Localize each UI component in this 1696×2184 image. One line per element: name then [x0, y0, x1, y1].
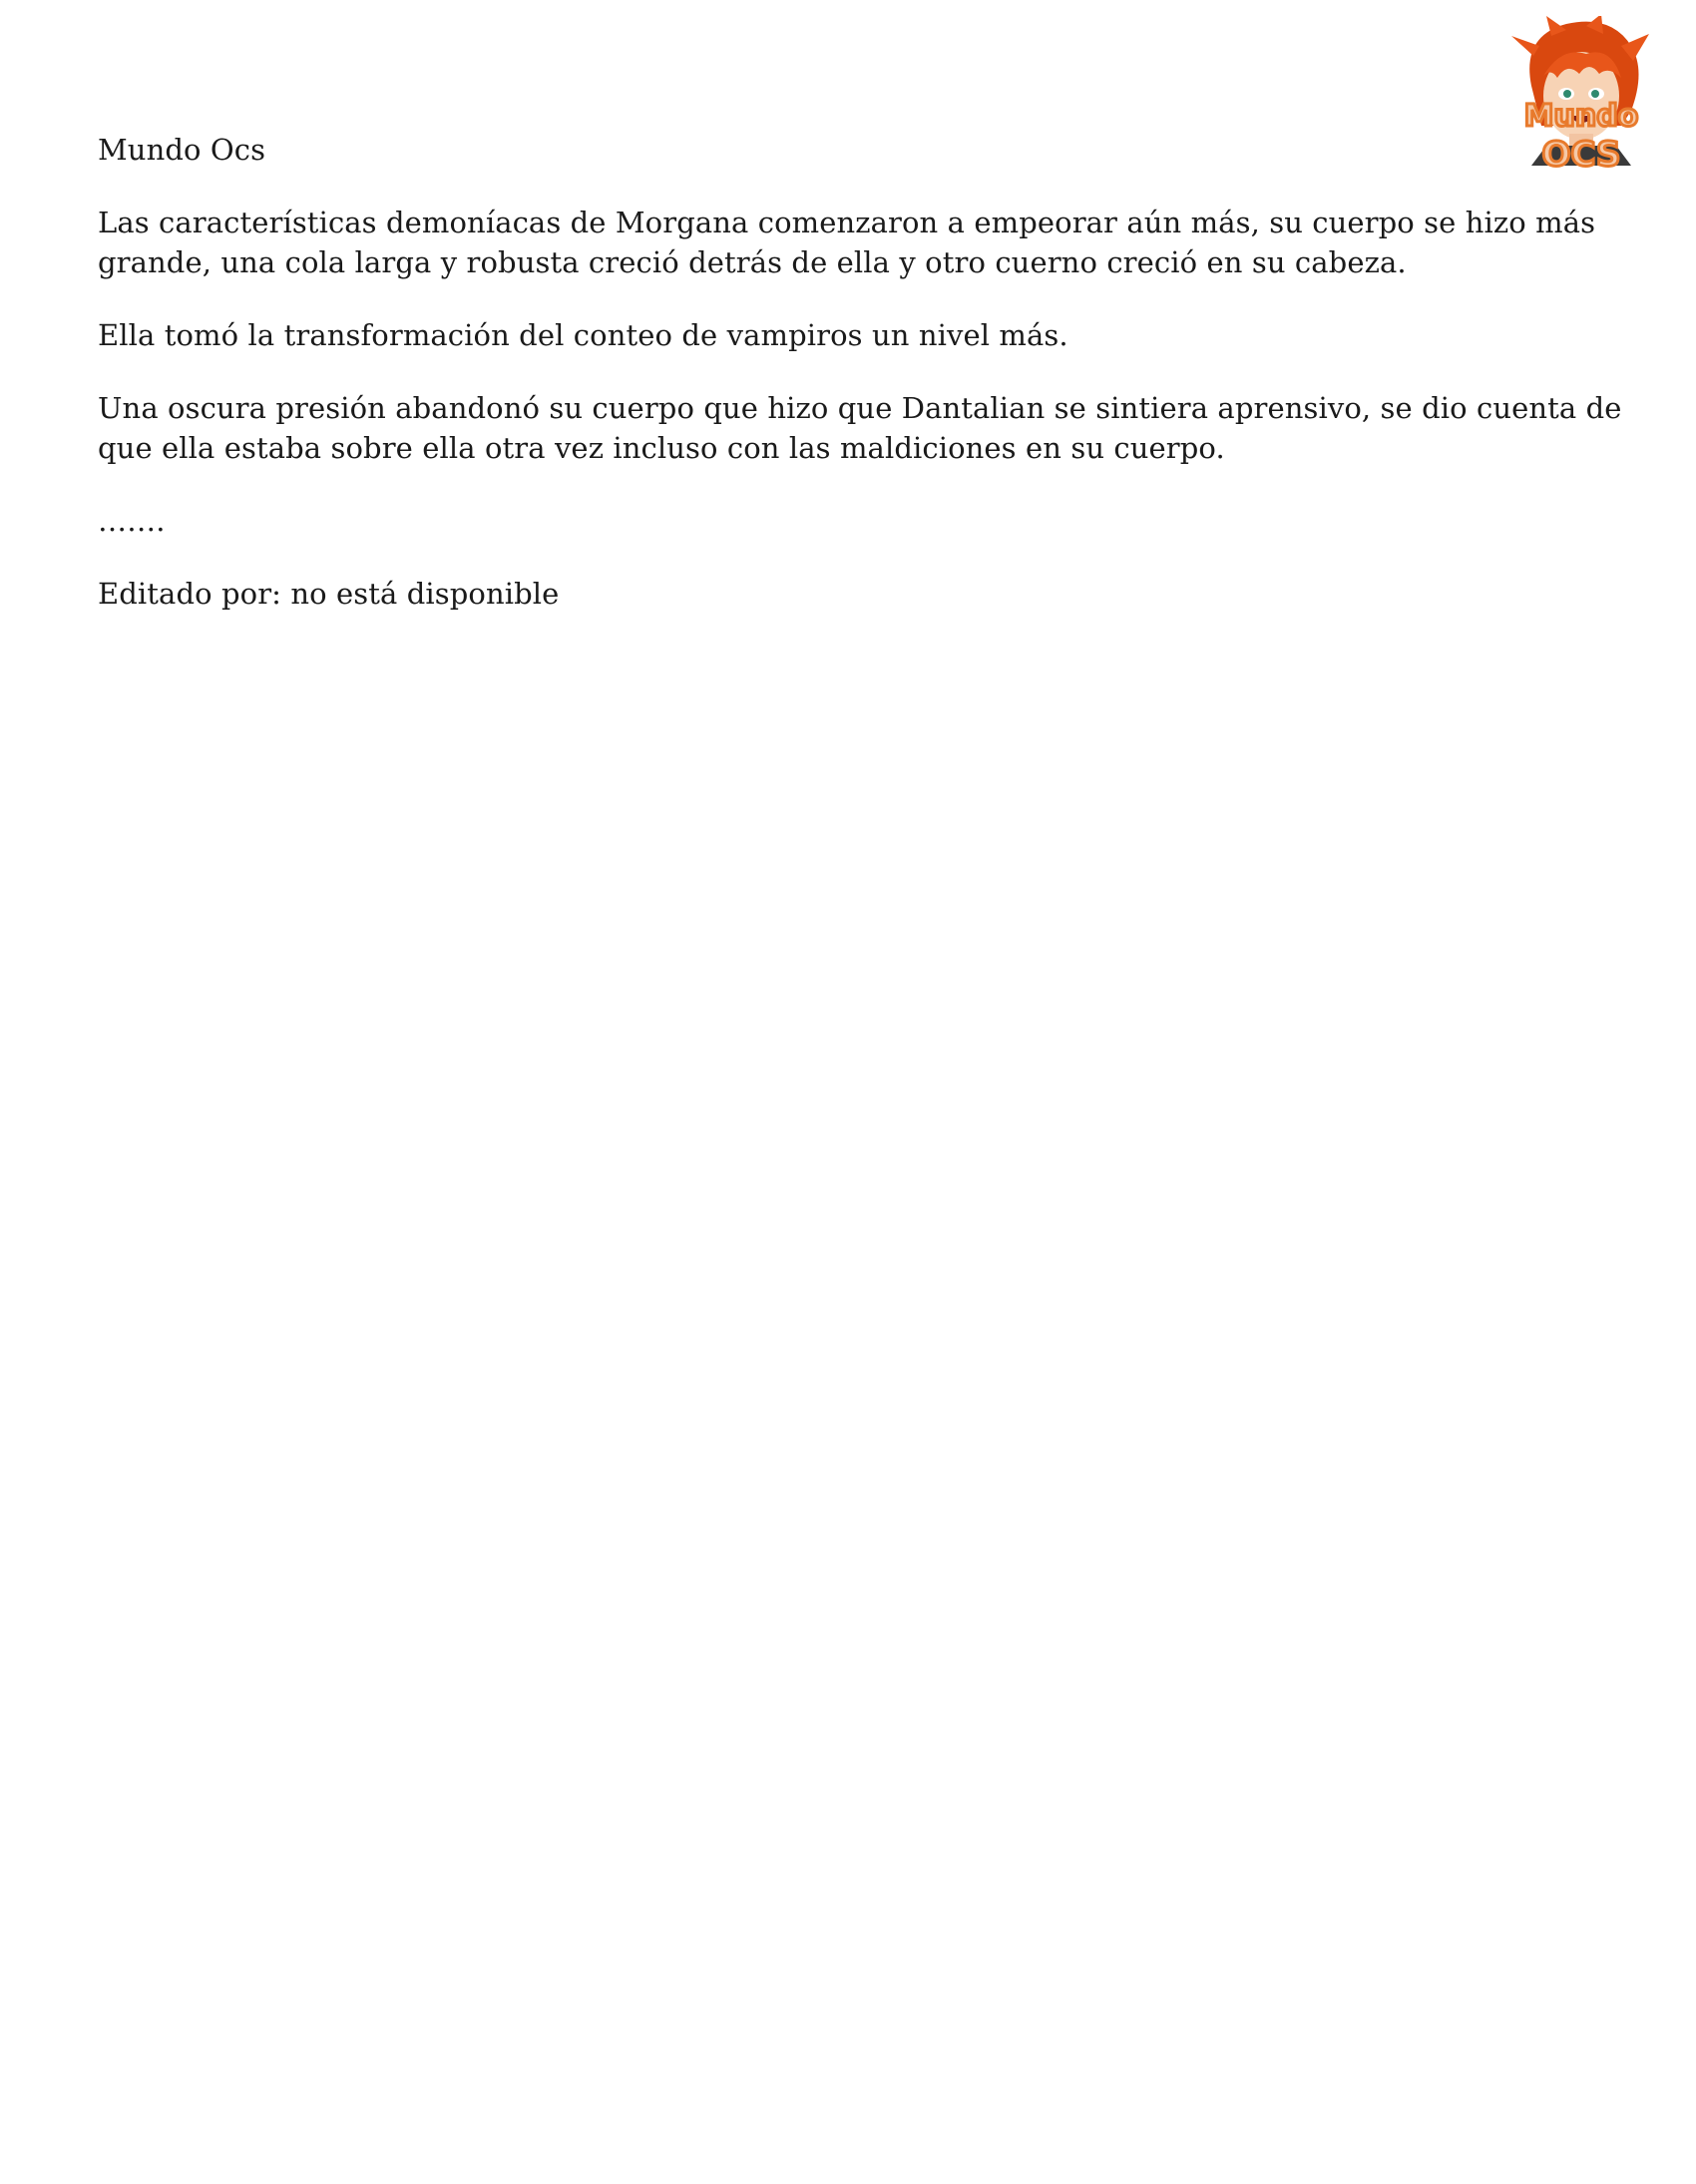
mundo-ocs-logo	[1491, 16, 1671, 191]
document-header: Mundo Ocs	[98, 133, 266, 167]
logo-line2: OCS	[1541, 135, 1621, 175]
paragraph-1: Las características demoníacas de Morgana comenzaron a empeorar aún más, su cuerpo se hizo más grande, una cola larga y robusta creció detrás de ella y otro cuerno creció en su cabeza.	[98, 206, 1596, 279]
document-body	[98, 130, 1654, 647]
anime-character-logo-icon	[1491, 16, 1671, 191]
ellipsis-line: …….	[98, 504, 166, 538]
logo-line1: Mundo	[1523, 99, 1639, 134]
editor-credit: Editado por: no está disponible	[98, 577, 560, 611]
paragraph-3: Una oscura presión abandonó su cuerpo que hizo que Dantalian se sintiera aprensivo, se dio cuenta de que ella estaba sobre ella otra vez incluso con las maldiciones en su cuerpo.	[98, 391, 1622, 465]
paragraph-2: Ella tomó la transformación del conteo de vampiros un nivel más.	[98, 318, 1068, 352]
